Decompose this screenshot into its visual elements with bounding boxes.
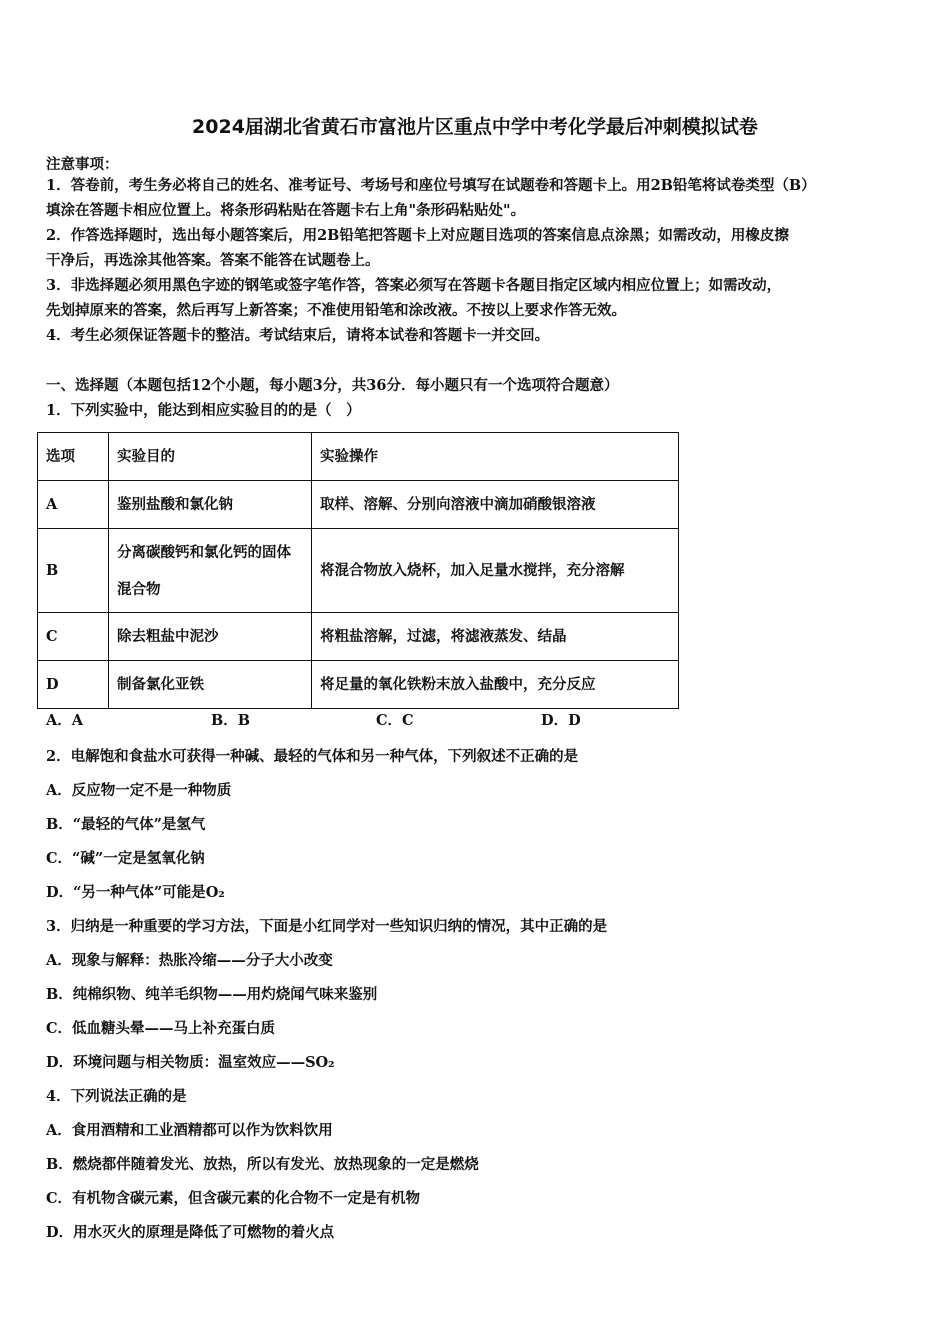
table-row — [38, 481, 679, 529]
table-cell: 制备氯化亚铁 — [109, 661, 312, 709]
q4-option: A．食用酒精和工业酒精都可以作为饮料饮用 — [46, 1122, 333, 1139]
table-cell: D — [38, 661, 109, 709]
question-3-stem: 3．归纳是一种重要的学习方法，下面是小红同学对一些知识归纳的情况，其中正确的是 — [46, 918, 608, 935]
q1-option-a: A．A — [46, 712, 84, 729]
q2-option: C．“碱”一定是氢氧化钠 — [46, 850, 205, 867]
notice-heading: 注意事项： — [46, 156, 119, 173]
notice-line: 干净后，再选涂其他答案。答案不能答在试题卷上。 — [46, 252, 380, 269]
table-header-cell: 实验目的 — [109, 433, 312, 481]
q1-option-d: D．D — [541, 712, 581, 729]
q4-option: B．燃烧都伴随着发光、放热，所以有发光、放热现象的一定是燃烧 — [46, 1156, 479, 1173]
notice-line: 1．答卷前，考生务必将自己的姓名、准考证号、考场号和座位号填写在试题卷和答题卡上。用2B铅笔将试卷类型（B） — [46, 177, 816, 194]
question-1-stem: 1．下列实验中，能达到相应实验目的的是（ ） — [46, 402, 361, 419]
q3-option: B．纯棉织物、纯羊毛织物——用灼烧闻气味来鉴别 — [46, 986, 378, 1003]
table-cell: 取样、溶解、分别向溶液中滴加硝酸银溶液 — [312, 481, 679, 529]
notice-line: 3．非选择题必须用黑色字迹的钢笔或签字笔作答，答案必须写在答题卡各题目指定区域内相应位置上；如需改动， — [46, 277, 782, 294]
section-heading: 一、选择题（本题包括12个小题，每小题3分，共36分．每小题只有一个选项符合题意） — [46, 377, 619, 394]
q2-option: D．“另一种气体”可能是O₂ — [46, 884, 225, 901]
experiment-table — [37, 432, 679, 709]
table-cell: 将足量的氧化铁粉末放入盐酸中，充分反应 — [312, 661, 679, 709]
notice-line: 先划掉原来的答案，然后再写上新答案；不准使用铅笔和涂改液。不按以上要求作答无效。 — [46, 302, 626, 319]
table-cell: 将粗盐溶解，过滤，将滤液蒸发、结晶 — [312, 613, 679, 661]
q4-option: D．用水灭火的原理是降低了可燃物的着火点 — [46, 1224, 335, 1241]
q4-option: C．有机物含碳元素，但含碳元素的化合物不一定是有机物 — [46, 1190, 421, 1207]
q1-option-c: C．C — [376, 712, 414, 729]
q3-option: A．现象与解释：热胀冷缩——分子大小改变 — [46, 952, 333, 969]
table-header-cell: 实验操作 — [312, 433, 679, 481]
table-cell: 鉴别盐酸和氯化钠 — [109, 481, 312, 529]
page-title: 2024届湖北省黄石市富池片区重点中学中考化学最后冲刺模拟试卷 — [192, 116, 758, 138]
table-cell: A — [38, 481, 109, 529]
question-4-stem: 4．下列说法正确的是 — [46, 1088, 187, 1105]
table-cell: C — [38, 613, 109, 661]
question-2-stem: 2．电解饱和食盐水可获得一种碱、最轻的气体和另一种气体，下列叙述不正确的是 — [46, 748, 579, 765]
q3-option: D．环境问题与相关物质：温室效应——SO₂ — [46, 1054, 335, 1071]
table-header-cell: 选项 — [38, 433, 109, 481]
table-header-row — [38, 433, 679, 481]
table-row — [38, 661, 679, 709]
q3-option: C．低血糖头晕——马上补充蛋白质 — [46, 1020, 276, 1037]
notice-line: 2．作答选择题时，选出每小题答案后，用2B铅笔把答题卡上对应题目选项的答案信息点涂黑；如需改动，用橡皮擦 — [46, 227, 789, 244]
table-row — [38, 613, 679, 661]
notice-block — [46, 173, 908, 348]
table-cell: B — [38, 529, 109, 613]
q1-option-b: B．B — [211, 712, 251, 729]
table-cell: 除去粗盐中泥沙 — [109, 613, 312, 661]
q2-option: B．“最轻的气体”是氢气 — [46, 816, 206, 833]
table-row — [38, 529, 679, 613]
table-cell: 将混合物放入烧杯，加入足量水搅拌，充分溶解 — [312, 529, 679, 613]
notice-line: 填涂在答题卡相应位置上。将条形码粘贴在答题卡右上角"条形码粘贴处"。 — [46, 202, 526, 219]
q2-option: A．反应物一定不是一种物质 — [46, 782, 232, 799]
table-cell: 分离碳酸钙和氯化钙的固体混合物 — [109, 529, 312, 613]
notice-line: 4．考生必须保证答题卡的整洁。考试结束后，请将本试卷和答题卡一并交回。 — [46, 327, 550, 344]
